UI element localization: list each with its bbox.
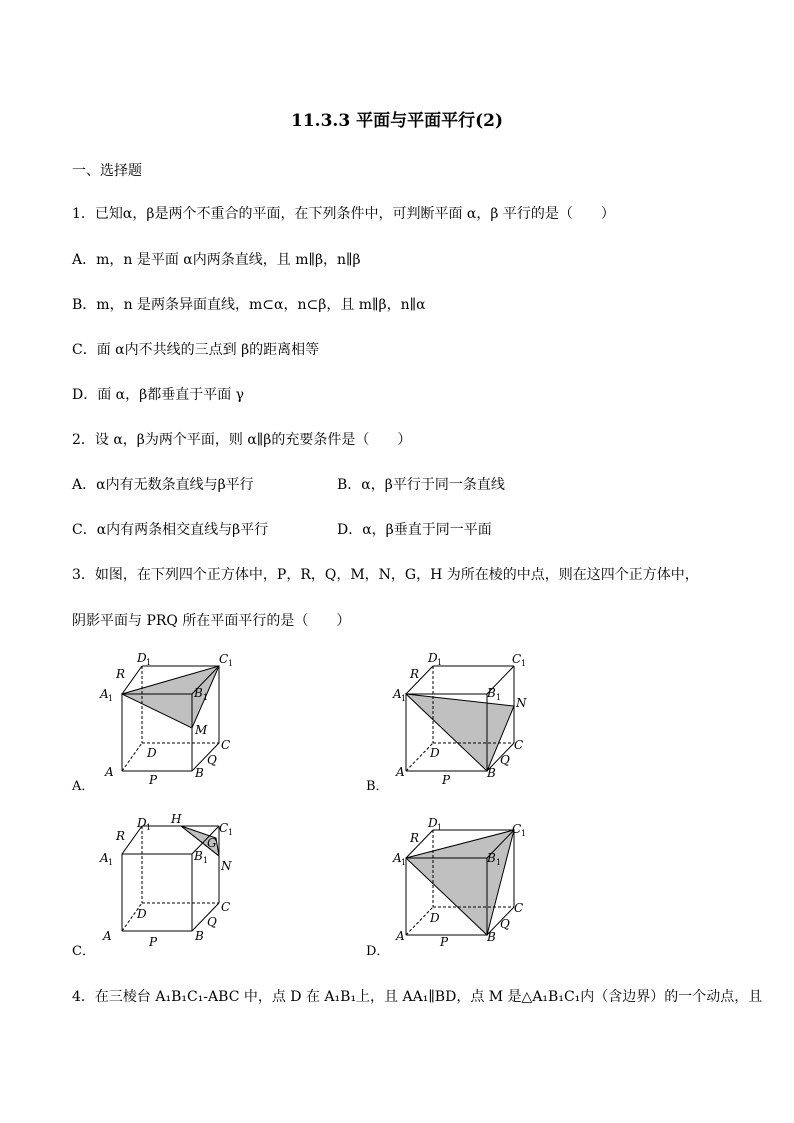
- svg-text:C: C: [219, 821, 229, 835]
- svg-text:Q: Q: [207, 753, 217, 767]
- q1-option-d: D．面 α，β都垂直于平面 γ: [72, 387, 245, 403]
- svg-text:G: G: [207, 836, 217, 850]
- q4-stem: 4．在三棱台 A₁B₁C₁-ABC 中，点 D 在 A₁B₁上，且 AA₁∥BD，点 M 是△A₁B₁C₁内（含边界）的一个动点，且: [72, 989, 763, 1005]
- svg-text:B: B: [487, 851, 496, 865]
- svg-text:D: D: [430, 746, 440, 760]
- svg-text:B: B: [195, 766, 204, 780]
- section-heading: 一、选择题: [72, 163, 142, 179]
- svg-text:D: D: [147, 746, 157, 760]
- fig-d-label: D．: [366, 944, 390, 959]
- svg-text:P: P: [149, 935, 158, 949]
- svg-text:1: 1: [401, 858, 407, 867]
- cube-figure-c: [95, 810, 255, 950]
- svg-text:1: 1: [203, 693, 209, 702]
- svg-text:A: A: [396, 765, 405, 779]
- svg-text:1: 1: [108, 858, 114, 867]
- q1-stem: 1．已知α，β是两个不重合的平面，在下列条件中，可判断平面 α，β 平行的是（ ）: [72, 206, 615, 222]
- svg-text:C: C: [221, 738, 231, 752]
- svg-text:H: H: [171, 812, 182, 826]
- cube-figure-a: [95, 650, 255, 790]
- svg-text:P: P: [442, 773, 451, 787]
- fig-c-label: C．: [72, 944, 95, 959]
- svg-text:1: 1: [146, 823, 152, 832]
- svg-text:R: R: [410, 831, 420, 845]
- page-title: 11.3.3 平面与平面平行(2): [291, 111, 503, 131]
- svg-text:A: A: [100, 687, 109, 701]
- svg-text:1: 1: [496, 858, 502, 867]
- svg-text:D: D: [428, 651, 438, 665]
- q2-option-c: C．α内有两条相交直线与β平行: [72, 522, 269, 538]
- q1-option-a: A．m，n 是平面 α内两条直线，且 m∥β，n∥β: [72, 252, 361, 268]
- svg-text:1: 1: [401, 694, 407, 703]
- svg-text:A: A: [105, 765, 114, 779]
- svg-text:R: R: [116, 829, 126, 843]
- svg-text:C: C: [221, 900, 231, 914]
- q1-option-b: B．m，n 是两条异面直线，m⊂α，n⊂β，且 m∥β，n∥α: [72, 297, 426, 313]
- svg-text:1: 1: [437, 658, 443, 667]
- svg-text:1: 1: [437, 823, 443, 832]
- q2-option-d: D．α，β垂直于同一平面: [337, 522, 492, 538]
- svg-text:A: A: [393, 687, 402, 701]
- svg-text:B: B: [195, 929, 204, 943]
- svg-text:Q: Q: [500, 917, 510, 931]
- svg-text:R: R: [116, 667, 126, 681]
- svg-text:B: B: [487, 930, 496, 944]
- svg-text:D: D: [137, 651, 147, 665]
- svg-text:Q: Q: [207, 915, 217, 929]
- svg-text:P: P: [149, 773, 158, 787]
- svg-text:1: 1: [521, 659, 527, 668]
- svg-text:B: B: [194, 686, 203, 700]
- svg-text:A: A: [393, 851, 402, 865]
- svg-text:P: P: [440, 935, 449, 949]
- svg-text:C: C: [512, 822, 522, 836]
- svg-text:D: D: [137, 907, 147, 921]
- q3-stem-line2: 阴影平面与 PRQ 所在平面平行的是（ ）: [72, 613, 351, 629]
- svg-text:M: M: [195, 723, 208, 737]
- svg-text:A: A: [396, 929, 405, 943]
- svg-text:N: N: [221, 859, 232, 873]
- svg-text:C: C: [514, 901, 524, 915]
- svg-text:C: C: [512, 652, 522, 666]
- svg-text:R: R: [410, 667, 420, 681]
- svg-text:D: D: [428, 816, 438, 830]
- svg-text:1: 1: [521, 829, 527, 838]
- shaded-plane-d: [406, 830, 514, 935]
- svg-text:B: B: [487, 686, 496, 700]
- svg-text:1: 1: [496, 693, 502, 702]
- svg-text:A: A: [103, 929, 112, 943]
- q2-stem: 2．设 α，β为两个平面，则 α∥β的充要条件是（ ）: [72, 432, 412, 448]
- cube-figure-b: [390, 650, 550, 790]
- q2-option-a: A．α内有无数条直线与β平行: [72, 477, 254, 493]
- svg-text:1: 1: [228, 828, 234, 837]
- svg-text:1: 1: [108, 694, 114, 703]
- svg-text:B: B: [487, 766, 496, 780]
- svg-text:D: D: [430, 911, 440, 925]
- svg-text:N: N: [516, 696, 527, 710]
- svg-text:C: C: [219, 652, 229, 666]
- svg-text:1: 1: [203, 856, 209, 865]
- svg-text:Q: Q: [500, 753, 510, 767]
- svg-text:C: C: [514, 738, 524, 752]
- q3-stem-line1: 3．如图，在下列四个正方体中，P，R，Q，M，N，G，H 为所在棱的中点，则在这四个正方体中，: [72, 567, 699, 583]
- svg-text:1: 1: [228, 659, 234, 668]
- q1-option-c: C．面 α内不共线的三点到 β的距离相等: [72, 342, 320, 358]
- svg-text:D: D: [137, 816, 147, 830]
- q2-option-b: B．α，β平行于同一条直线: [337, 477, 505, 493]
- svg-text:B: B: [194, 849, 203, 863]
- svg-text:1: 1: [146, 658, 152, 667]
- fig-b-label: B．: [366, 779, 389, 794]
- svg-text:A: A: [100, 851, 109, 865]
- fig-a-label: A．: [72, 779, 95, 794]
- cube-figure-d: [390, 810, 550, 950]
